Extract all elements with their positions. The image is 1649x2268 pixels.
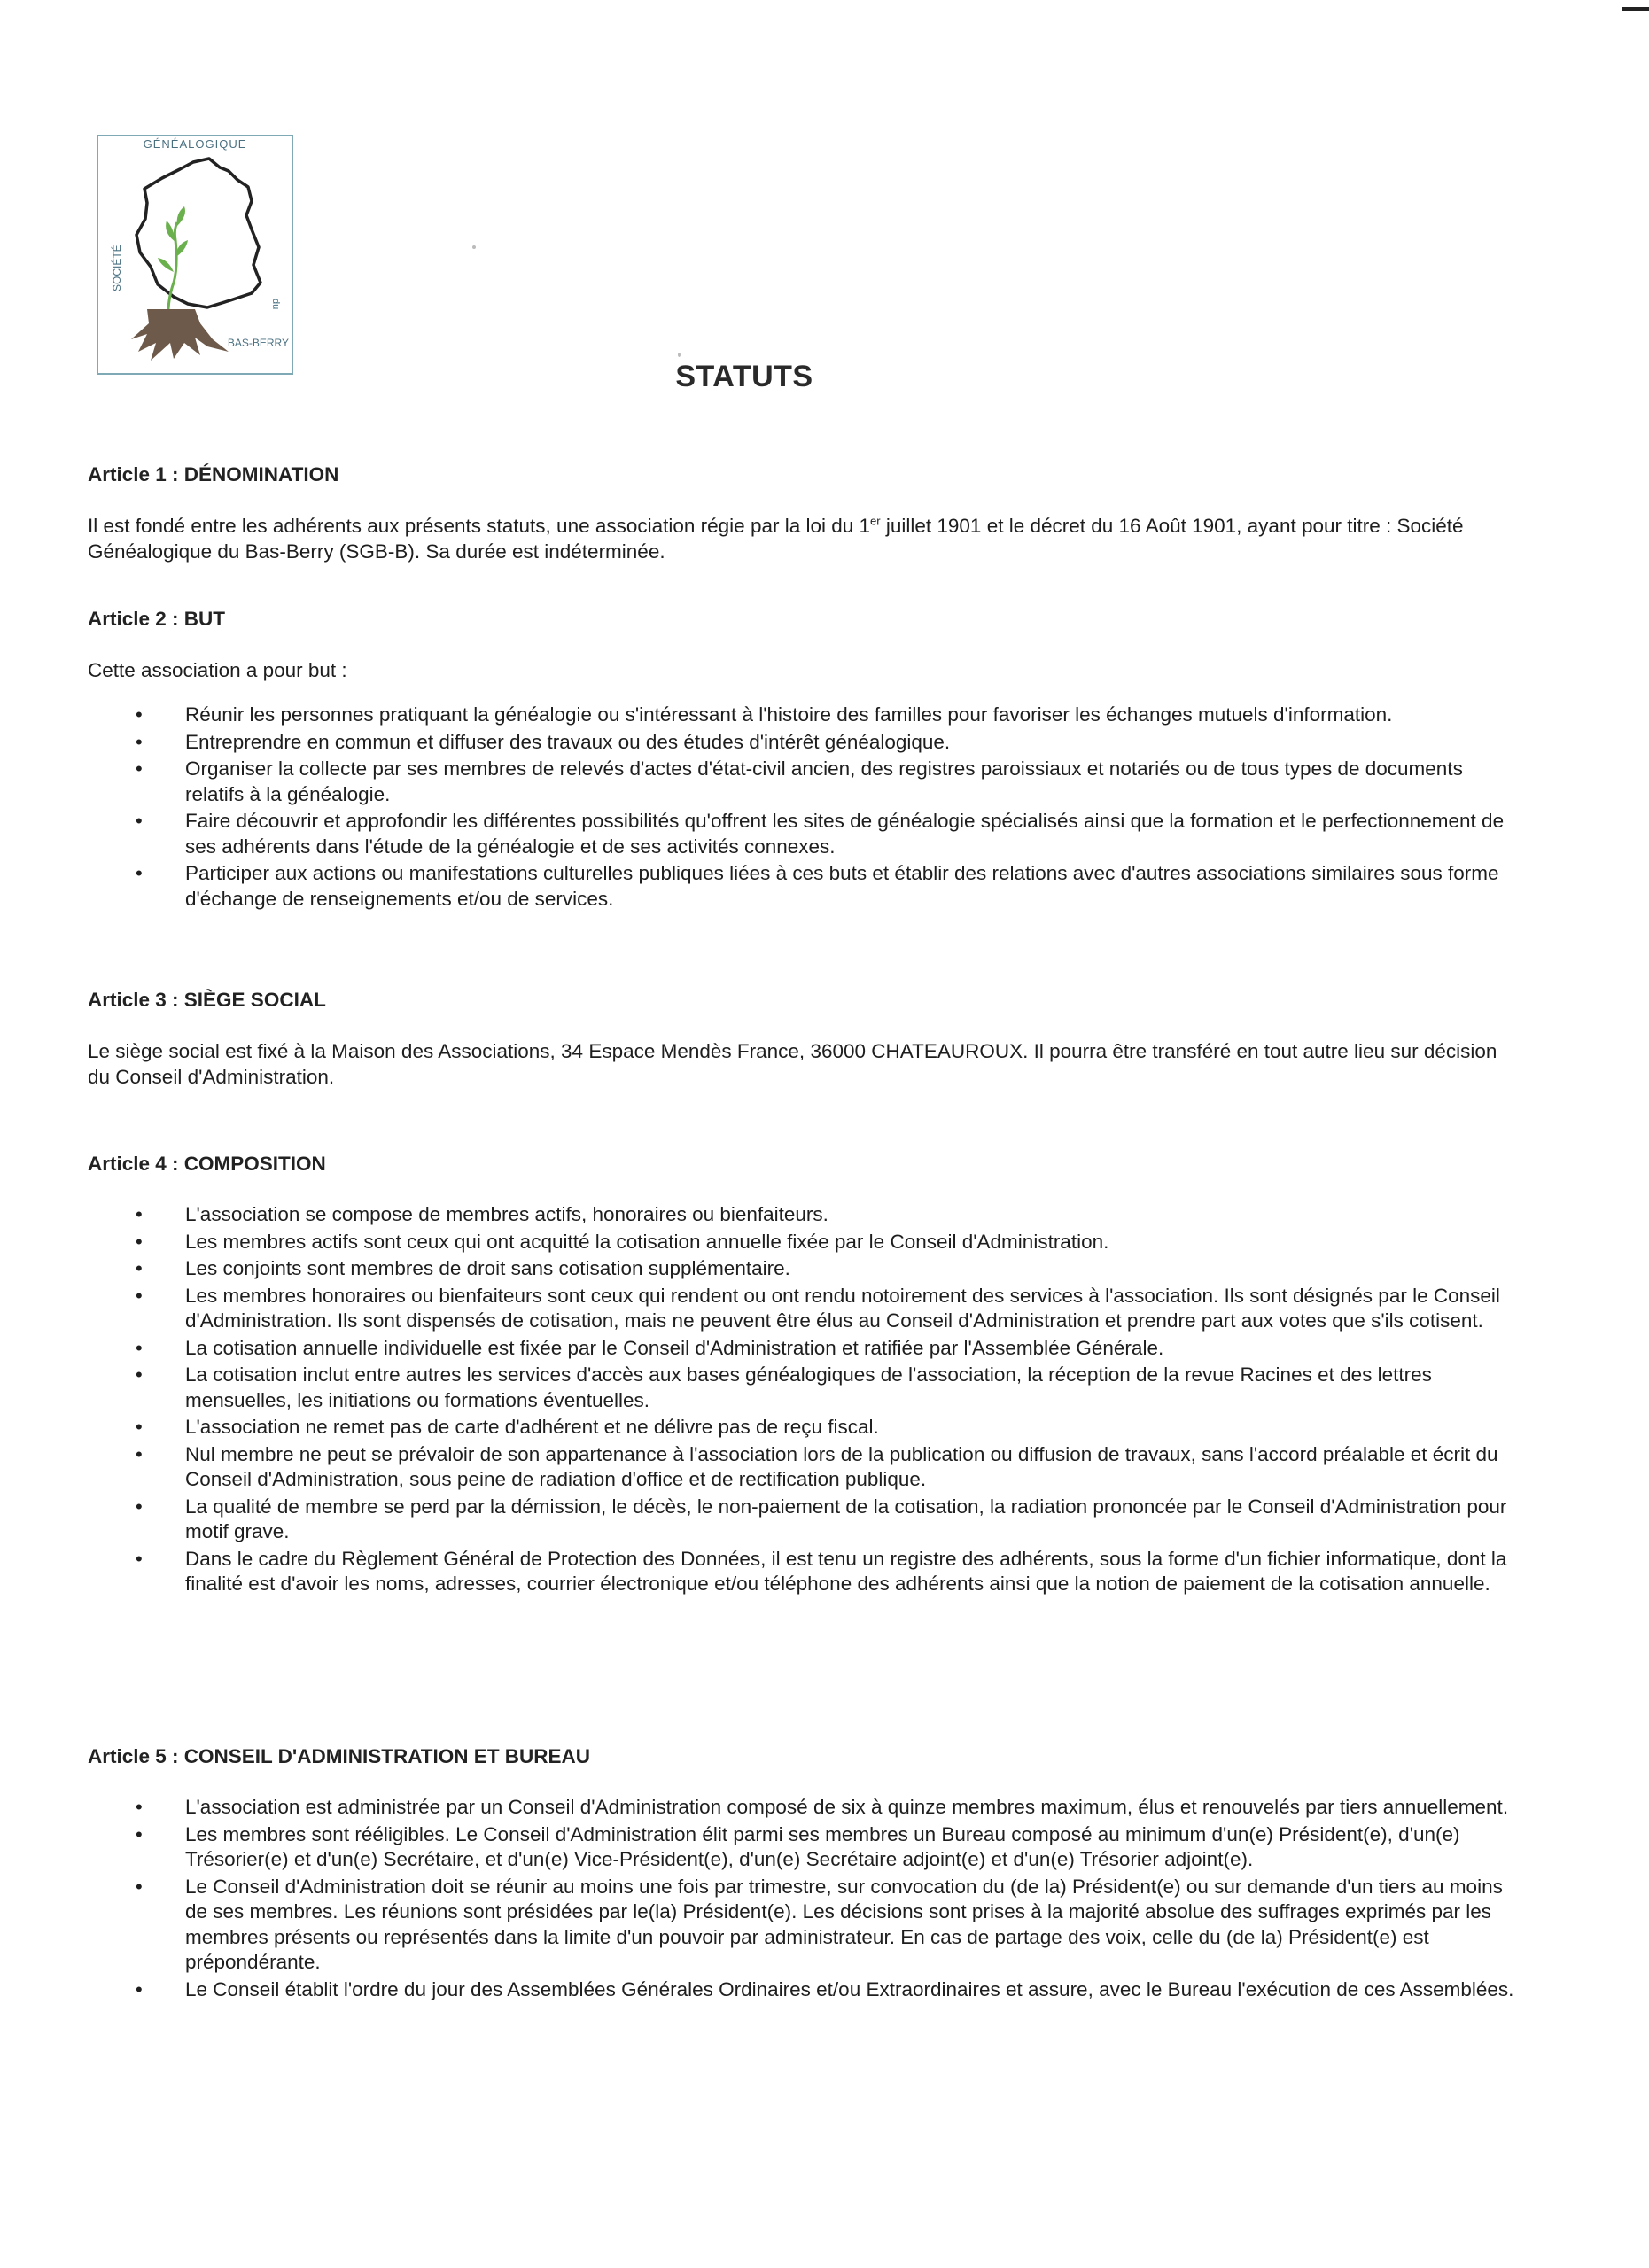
article-5 (88, 1745, 1514, 2004)
bullet-icon: • (136, 1284, 143, 1307)
list-item-text: Entreprendre en commun et diffuser des travaux ou des études d'intérêt généalogique. (185, 730, 951, 753)
scan-speck (678, 353, 681, 357)
bullet-icon: • (136, 1875, 143, 1898)
list-item (88, 1256, 1514, 1282)
list-item (88, 1230, 1514, 1255)
bullet-list (88, 703, 1514, 912)
list-item (88, 1795, 1514, 1821)
paragraph-text: juillet 1901 et le décret du 16 Août 1901, ayant pour titre : Société Généalogique du Bas-Berry (SGB-B). Sa durée est indéterminée. (88, 515, 1464, 563)
list-item (88, 757, 1514, 807)
list-item (88, 1202, 1514, 1228)
bullet-icon: • (136, 1230, 143, 1253)
document-title: STATUTS (675, 360, 813, 393)
list-item-text: L'association se compose de membres actifs, honoraires ou bienfaiteurs. (185, 1203, 828, 1225)
list-item (88, 1822, 1514, 1873)
list-item-text: Le Conseil d'Administration doit se réunir au moins une fois par trimestre, sur convocation du (de la) Président(e) ou sur demande d'un tiers au moins de ses membres. Les réunions sont présidées par le(la) Président(e). Les décisions sont prises à la majorité absolue des suffrages exprimés par les membres présents ou représentés dans la limite d'un pouvoir par administrateur. En cas de partage des voix, celle du (de la) Président(e) est prépondérante. (185, 1875, 1503, 1973)
bullet-icon: • (136, 1822, 143, 1845)
bullet-list (88, 1795, 1514, 2002)
article-paragraph: Le siège social est fixé à la Maison des Associations, 34 Espace Mendès France, 36000 CHATEAUROUX. Il pourra être transféré en tout autre lieu sur décision du Conseil d'Administration. (88, 1040, 1497, 1088)
list-item (88, 1977, 1514, 2003)
list-item (88, 730, 1514, 756)
article-1 (88, 463, 1514, 589)
list-item-text: La cotisation inclut entre autres les services d'accès aux bases généalogiques de l'association, la réception de la revue Racines et des lettres mensuelles, les initiations ou formations éventuelles. (185, 1363, 1432, 1411)
logo-left-text: SOCIÉTÉ (111, 245, 123, 291)
bullet-icon: • (136, 1547, 143, 1570)
list-item-text: L'association est administrée par un Conseil d'Administration composé de six à quinze membres maximum, élus et renouvelés par tiers annuellement. (185, 1796, 1509, 1818)
list-item-text: L'association ne remet pas de carte d'adhérent et ne délivre pas de reçu fiscal. (185, 1416, 879, 1438)
article-title: Article 5 : CONSEIL D'ADMINISTRATION ET BUREAU (88, 1745, 591, 1767)
list-item-text: Les membres actifs sont ceux qui ont acquitté la cotisation annuelle fixée par le Conseil d'Administration. (185, 1230, 1109, 1253)
list-item-text: Les conjoints sont membres de droit sans cotisation supplémentaire. (185, 1257, 790, 1279)
article-title: Article 1 : DÉNOMINATION (88, 463, 339, 485)
bullet-icon: • (136, 703, 143, 726)
bullet-icon: • (136, 1257, 143, 1279)
bullet-icon: • (136, 1336, 143, 1359)
article-2 (88, 608, 1514, 913)
society-logo (96, 134, 294, 376)
bullet-icon: • (136, 1416, 143, 1438)
bullet-list (88, 1202, 1514, 1597)
bullet-icon: • (136, 1977, 143, 2000)
list-item (88, 1284, 1514, 1334)
article-title: Article 2 : BUT (88, 608, 226, 630)
list-item-text: Nul membre ne peut se prévaloir de son appartenance à l'association lors de la publication ou diffusion de travaux, sans l'accord préalable et écrit du Conseil d'Administration, sous peine de radiation d'office et de rectification publique. (185, 1442, 1498, 1490)
list-item (88, 1336, 1514, 1362)
list-item (88, 1495, 1514, 1545)
list-item (88, 1547, 1514, 1597)
bullet-icon: • (136, 810, 143, 832)
superscript-text: er (870, 514, 881, 528)
list-item-text: Faire découvrir et approfondir les différentes possibilités qu'offrent les sites de généalogie spécialisés ainsi que la formation et le perfectionnement de ses adhérents dans l'étude de la généalogie et de ses activités connexes. (185, 810, 1505, 858)
list-item-text: Le Conseil établit l'ordre du jour des Assemblées Générales Ordinaires et/ou Extraordinaires et assure, avec le Bureau l'exécution de ces Assemblées. (185, 1977, 1514, 2000)
list-item-text: La qualité de membre se perd par la démission, le décès, le non-paiement de la cotisation, la radiation prononcée par le Conseil d'Administration pour motif grave. (185, 1495, 1507, 1542)
list-item (88, 703, 1514, 728)
list-item-text: Participer aux actions ou manifestations culturelles publiques liées à ces buts et établir des relations avec d'autres associations similaires sous forme d'échange de renseignements et/ou de services. (185, 862, 1499, 910)
scan-mark (1622, 7, 1649, 11)
article-intro: Cette association a pour but : (88, 659, 347, 681)
bullet-icon: • (136, 1495, 143, 1518)
list-item-text: La cotisation annuelle individuelle est fixée par le Conseil d'Administration et ratifiée par l'Assemblée Générale. (185, 1336, 1164, 1359)
list-item-text: Dans le cadre du Règlement Général de Protection des Données, il est tenu un registre des adhérents, sous la forme d'un fichier informatique, dont la finalité est d'avoir les noms, adresses, courrier électronique et/ou téléphone des adhérents ainsi que la notion de paiement de la cotisation annuelle. (185, 1547, 1507, 1595)
paragraph-text: Il est fondé entre les adhérents aux présents statuts, une association régie par la loi du 1 (88, 515, 871, 537)
bullet-icon: • (136, 730, 143, 753)
bullet-icon: • (136, 1203, 143, 1225)
logo-bottom-text: BAS-BERRY (227, 337, 289, 349)
logo-mid-text: du (270, 299, 281, 310)
bullet-icon: • (136, 1442, 143, 1465)
list-item (88, 809, 1514, 859)
article-title: Article 4 : COMPOSITION (88, 1153, 326, 1175)
list-item (88, 861, 1514, 912)
list-item (88, 1442, 1514, 1493)
list-item-text: Les membres sont rééligibles. Le Conseil d'Administration élit parmi ses membres un Bureau composé au minimum d'un(e) Président(e), d'un(e) Trésorier(e) et d'un(e) Secrétaire, et d'un(e) Vice-Président(e), d'un(e) Secrétaire adjoint(e) et d'un(e) Trésorier adjoint(e). (185, 1822, 1460, 1870)
article-title: Article 3 : SIÈGE SOCIAL (88, 989, 326, 1011)
list-item-text: Les membres honoraires ou bienfaiteurs sont ceux qui rendent ou ont rendu notoirement des services à l'association. Ils sont désignés par le Conseil d'Administration. Ils sont dispensés de cotisation, mais ne peuvent être élus au Conseil d'Administration et prendre part aux votes que s'ils cotisent. (185, 1284, 1500, 1332)
list-item (88, 1875, 1514, 1976)
bullet-icon: • (136, 1796, 143, 1818)
article-3 (88, 989, 1514, 1115)
bullet-icon: • (136, 862, 143, 884)
logo-top-text: GÉNÉALOGIQUE (143, 137, 247, 151)
list-item-text: Réunir les personnes pratiquant la généalogie ou s'intéressant à l'histoire des familles pour favoriser les échanges mutuels d'information. (185, 703, 1393, 726)
bullet-icon: • (136, 757, 143, 780)
scan-speck (472, 245, 476, 249)
list-item (88, 1415, 1514, 1441)
logo-graphic (96, 134, 294, 376)
article-paragraph (88, 513, 1514, 564)
list-item-text: Organiser la collecte par ses membres de relevés d'actes d'état-civil ancien, des registres paroissiaux et notariés ou de tous types de documents relatifs à la généalogie. (185, 757, 1463, 805)
article-4 (88, 1153, 1514, 1599)
bullet-icon: • (136, 1363, 143, 1386)
list-item (88, 1363, 1514, 1413)
